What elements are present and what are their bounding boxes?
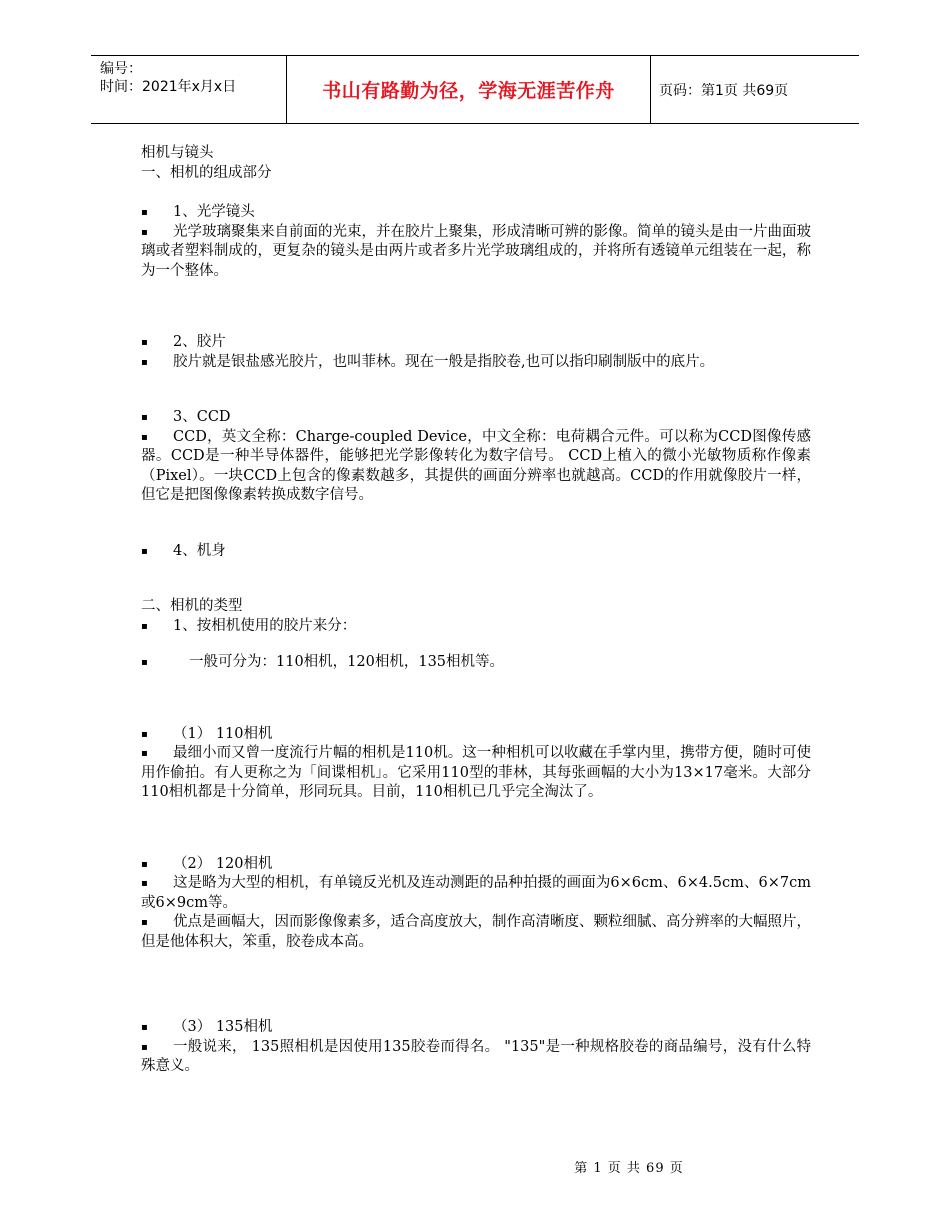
header-right-cell xyxy=(650,56,859,123)
type2-text-2: ▪ 优点是画幅大，因而影像像素多，适合高度放大，制作高清晰度、颗粒细腻、高分辨率的大幅照片，但是他体积大，笨重，胶卷成本高。 xyxy=(141,913,811,952)
header-center-cell xyxy=(286,56,651,123)
item2-text: ▪ 胶片就是银盐感光胶片，也叫菲林。现在一般是指胶卷,也可以指印刷制版中的底片。 xyxy=(141,353,811,373)
header-motto: 书山有路勤为径，学海无涯苦作舟 xyxy=(322,80,615,102)
type2-heading: ▪ （2） 120相机 xyxy=(141,855,811,875)
type1-text: ▪ 最细小而又曾一度流行片幅的相机是110机。这一种相机可以收藏在手掌内里，携带方便，随时可使用作偷拍。有人更称之为「间谍相机」。它采用110型的菲林，其每张画幅的大小为13×17毫米。大部分110相机都是十分简单，形同玩具。目前，110相机已几乎完全淘汰了。 xyxy=(141,744,811,803)
item1-text: ▪ 光学玻璃聚集来自前面的光束，并在胶片上聚集，形成清晰可辨的影像。简单的镜头是由一片曲面玻璃或者塑料制成的，更复杂的镜头是由两片或者多片光学玻璃组成的，并将所有透镜单元组装在一起，称为一个整体。 xyxy=(141,223,811,282)
item4-heading: ▪ 4、机身 xyxy=(141,542,811,562)
section2-subheading: ▪ 1、按相机使用的胶片来分： xyxy=(141,617,811,637)
item2-heading: ▪ 2、胶片 xyxy=(141,333,811,353)
type3-text: ▪ 一般说来， 135照相机是因使用135胶卷而得名。 "135"是一种规格胶卷的商品编号，没有什么特殊意义。 xyxy=(141,1038,811,1077)
section2-intro: ▪ 一般可分为：110相机，120相机，135相机等。 xyxy=(141,653,811,673)
type1-heading: ▪ （1） 110相机 xyxy=(141,725,811,745)
document-title: 相机与镜头 xyxy=(141,145,214,161)
section2-heading: 二、相机的类型 xyxy=(141,598,243,614)
document-body xyxy=(141,144,811,1077)
item3-text: ▪ CCD，英文全称：Charge-coupled Device，中文全称：电荷耦合元件。可以称为CCD图像传感器。CCD是一种半导体器件，能够把光学影像转化为数字信号。 CCD上植入的微小光敏物质称作像素（Pixel）。一块CCD上包含的像素数越多，其提供的画面分辨率也就越高。CCD的作用就像胶片一样，但它是把图像像素转换成数字信号。 xyxy=(141,428,811,506)
item1-heading: ▪ 1、光学镜头 xyxy=(141,203,811,223)
number-label: 编号： xyxy=(100,61,142,77)
header-page-info: 页码：第1页 共69页 xyxy=(659,82,789,99)
page-header xyxy=(91,55,859,124)
header-left-cell xyxy=(91,56,286,123)
type3-heading: ▪ （3） 135相机 xyxy=(141,1018,811,1038)
page-footer: 第 1 页 共 69 页 xyxy=(574,1161,684,1176)
item3-heading: ▪ 3、CCD xyxy=(141,408,811,428)
time-label: 时间：2021年x月x日 xyxy=(100,79,237,95)
type2-text-1: ▪ 这是略为大型的相机，有单镜反光机及连动测距的品种拍摄的画面为6×6cm、6×4.5cm、6×7cm或6×9cm等。 xyxy=(141,874,811,913)
section1-heading: 一、相机的组成部分 xyxy=(141,164,272,181)
